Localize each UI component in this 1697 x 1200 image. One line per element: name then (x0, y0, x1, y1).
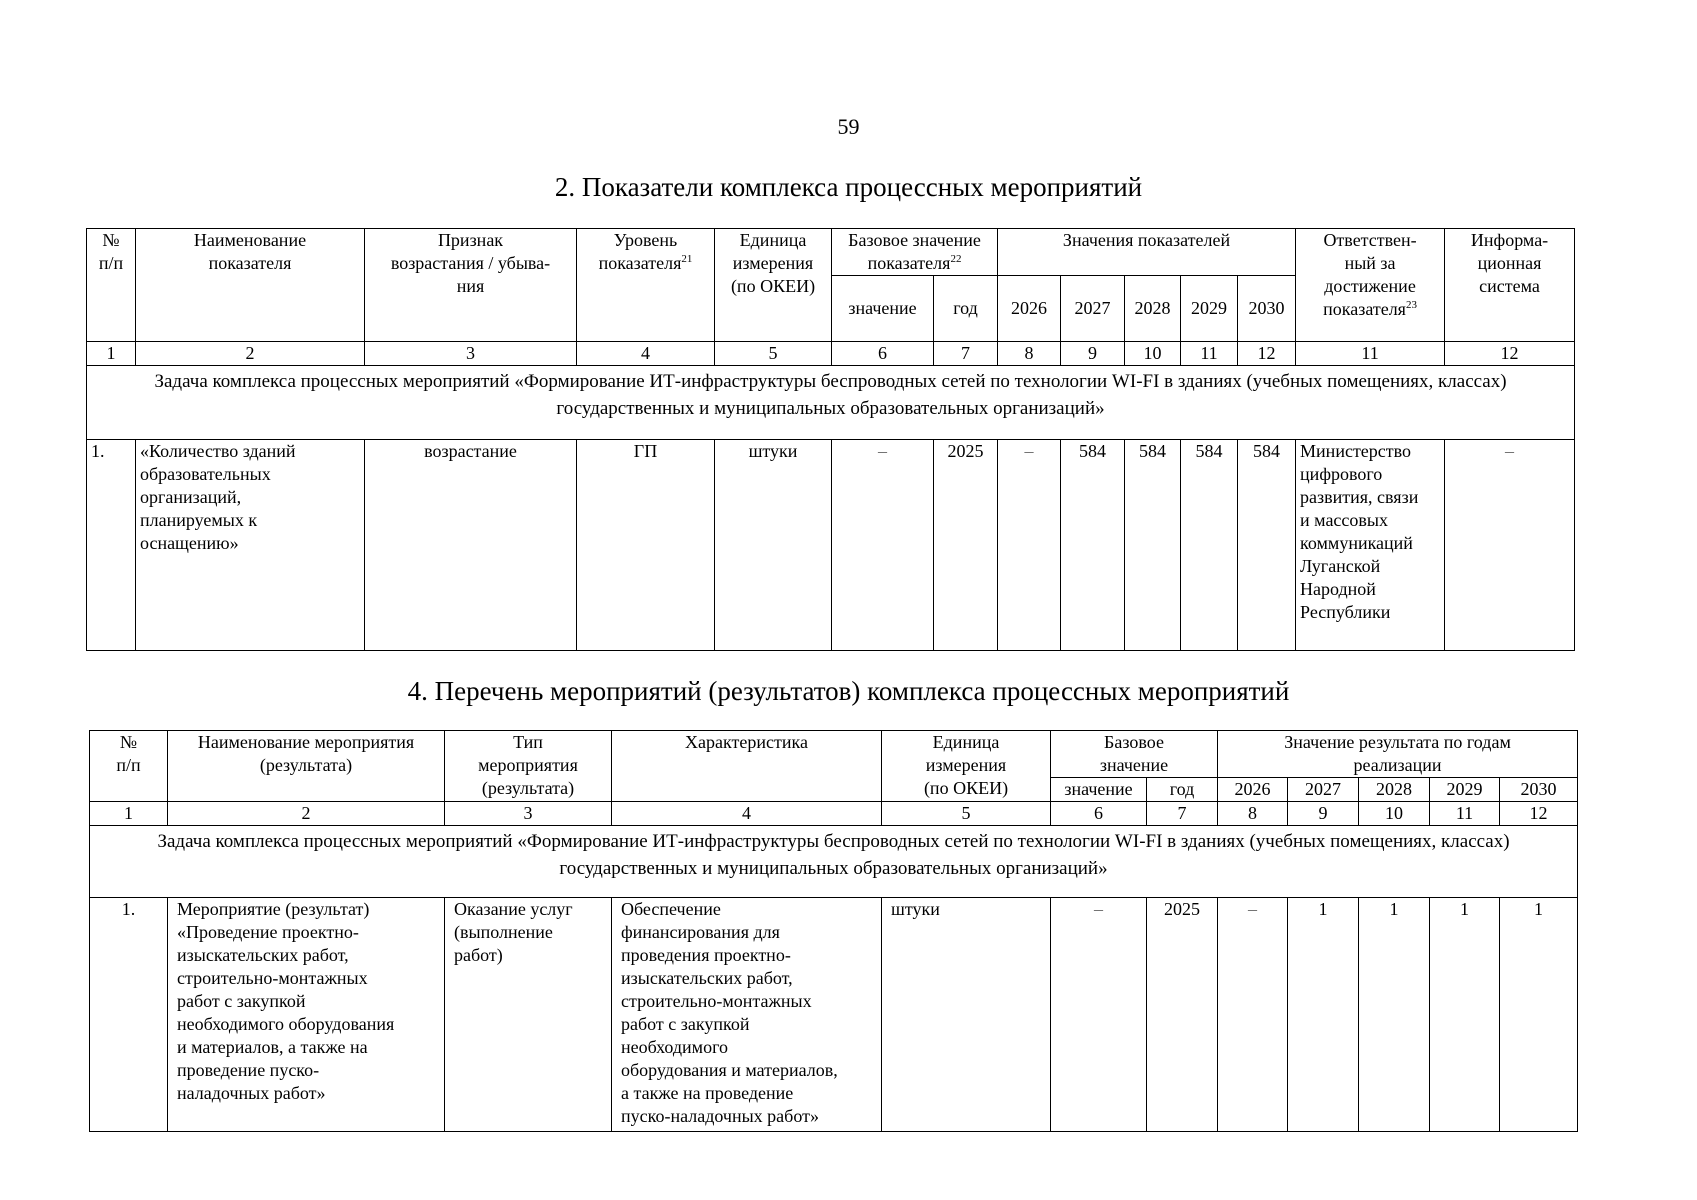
header-base-text: Базовое значение показателя (848, 230, 981, 273)
row-base-value: – (1051, 898, 1147, 1132)
header-values: Значения показателей (998, 229, 1296, 276)
header-activity-type: Тип мероприятия (результата) (445, 731, 612, 802)
header-sign: Признак возрастания / убыва- ния (365, 229, 577, 342)
col-number: 12 (1445, 342, 1575, 366)
header-base-year: год (934, 276, 998, 342)
row-indicator-name: «Количество зданий образовательных организаций, планируемых к оснащению» (136, 440, 365, 651)
col-number: 12 (1238, 342, 1296, 366)
row-activity-type: Оказание услуг (выполнение работ) (445, 898, 612, 1132)
col-number: 6 (1051, 802, 1147, 826)
col-number: 9 (1061, 342, 1125, 366)
header-level (577, 229, 715, 342)
col-number: 8 (998, 342, 1061, 366)
row-info-system: – (1445, 440, 1575, 651)
row-value-2027: 1 (1288, 898, 1359, 1132)
col-number: 3 (365, 342, 577, 366)
row-base-value: – (832, 440, 934, 651)
header-base: Базовое значение (1051, 731, 1218, 778)
header-num: № п/п (90, 731, 168, 802)
header-year: 2030 (1238, 276, 1296, 342)
row-value-2029: 584 (1181, 440, 1238, 651)
column-numbers-row (90, 802, 1578, 826)
header-characteristic: Характеристика (612, 731, 882, 802)
row-value-2030: 584 (1238, 440, 1296, 651)
col-number: 1 (90, 802, 168, 826)
header-info-system: Информа- ционная система (1445, 229, 1575, 342)
row-characteristic: Обеспечение финансирования для проведения проектно- изыскательских работ, строительно-монтажных работ с закупкой необходимого оборудования и материалов, а также на проведение пуско-наладочных работ» (612, 898, 882, 1132)
header-year: 2028 (1359, 778, 1430, 802)
header-unit: Единица измерения (по ОКЕИ) (882, 731, 1051, 802)
col-number: 10 (1125, 342, 1181, 366)
header-num: № п/п (87, 229, 136, 342)
row-responsible: Министерство цифрового развития, связи и массовых коммуникаций Луганской Народной Республики (1296, 440, 1445, 651)
row-value-2028: 1 (1359, 898, 1430, 1132)
page-number: 59 (837, 114, 860, 139)
header-year: 2027 (1288, 778, 1359, 802)
table-row (90, 898, 1578, 1132)
indicators-table (86, 228, 1575, 651)
table-row (87, 440, 1575, 651)
activities-table (89, 730, 1578, 1132)
header-year: 2030 (1500, 778, 1578, 802)
footnote-22: 22 (950, 253, 962, 265)
column-numbers-row (87, 342, 1575, 366)
row-value-2028: 584 (1125, 440, 1181, 651)
row-value-2030: 1 (1500, 898, 1578, 1132)
header-year: 2027 (1061, 276, 1125, 342)
header-responsible-text: Ответствен- ный за достижение показателя (1323, 230, 1417, 319)
row-num: 1. (87, 440, 136, 651)
col-number: 6 (832, 342, 934, 366)
header-year: 2028 (1125, 276, 1181, 342)
header-activity-name: Наименование мероприятия (результата) (168, 731, 445, 802)
header-year: 2026 (998, 276, 1061, 342)
col-number: 3 (445, 802, 612, 826)
col-number: 2 (168, 802, 445, 826)
header-year: 2026 (1218, 778, 1288, 802)
row-unit: штуки (882, 898, 1051, 1132)
task-row: Задача комплекса процессных мероприятий «Формирование ИТ-инфраструктуры беспроводных сетей по технологии WI-FI в зданиях (учебных помещениях, классах) государственных и муниципальных образовательных организаций» (87, 366, 1575, 440)
col-number: 11 (1296, 342, 1445, 366)
col-number: 8 (1218, 802, 1288, 826)
header-base-value: значение (1051, 778, 1147, 802)
footnote-23: 23 (1405, 299, 1417, 311)
col-number: 7 (934, 342, 998, 366)
table1-title: 2. Показатели комплекса процессных мероприятий (554, 172, 1143, 202)
header-responsible (1296, 229, 1445, 342)
header-indicator-name: Наименование показателя (136, 229, 365, 342)
task-row: Задача комплекса процессных мероприятий «Формирование ИТ-инфраструктуры беспроводных сетей по технологии WI-FI в зданиях (учебных помещениях, классах) государственных и муниципальных образовательных организаций» (90, 826, 1578, 898)
header-base-value: значение (832, 276, 934, 342)
row-sign: возрастание (365, 440, 577, 651)
row-base-year: 2025 (1147, 898, 1218, 1132)
header-base (832, 229, 998, 276)
row-value-2029: 1 (1430, 898, 1500, 1132)
row-num: 1. (90, 898, 168, 1132)
col-number: 4 (577, 342, 715, 366)
row-level: ГП (577, 440, 715, 651)
header-unit: Единица измерения (по ОКЕИ) (715, 229, 832, 342)
col-number: 11 (1181, 342, 1238, 366)
footnote-21: 21 (681, 253, 693, 265)
col-number: 7 (1147, 802, 1218, 826)
row-activity-name: Мероприятие (результат) «Проведение проектно- изыскательских работ, строительно-монтажных работ с закупкой необходимого оборудования и материалов, а также на проведение пуско- наладочных работ» (168, 898, 445, 1132)
table2-title: 4. Перечень мероприятий (результатов) комплекса процессных мероприятий (407, 676, 1290, 706)
header-level-text: Уровень показателя (598, 230, 682, 273)
col-number: 2 (136, 342, 365, 366)
header-year: 2029 (1181, 276, 1238, 342)
header-year: 2029 (1430, 778, 1500, 802)
col-number: 4 (612, 802, 882, 826)
col-number: 1 (87, 342, 136, 366)
row-unit: штуки (715, 440, 832, 651)
row-value-2027: 584 (1061, 440, 1125, 651)
header-values: Значение результата по годам реализации (1218, 731, 1578, 778)
col-number: 12 (1500, 802, 1578, 826)
header-base-year: год (1147, 778, 1218, 802)
col-number: 5 (715, 342, 832, 366)
row-value-2026: – (998, 440, 1061, 651)
col-number: 9 (1288, 802, 1359, 826)
col-number: 10 (1359, 802, 1430, 826)
col-number: 11 (1430, 802, 1500, 826)
row-base-year: 2025 (934, 440, 998, 651)
col-number: 5 (882, 802, 1051, 826)
row-value-2026: – (1218, 898, 1288, 1132)
